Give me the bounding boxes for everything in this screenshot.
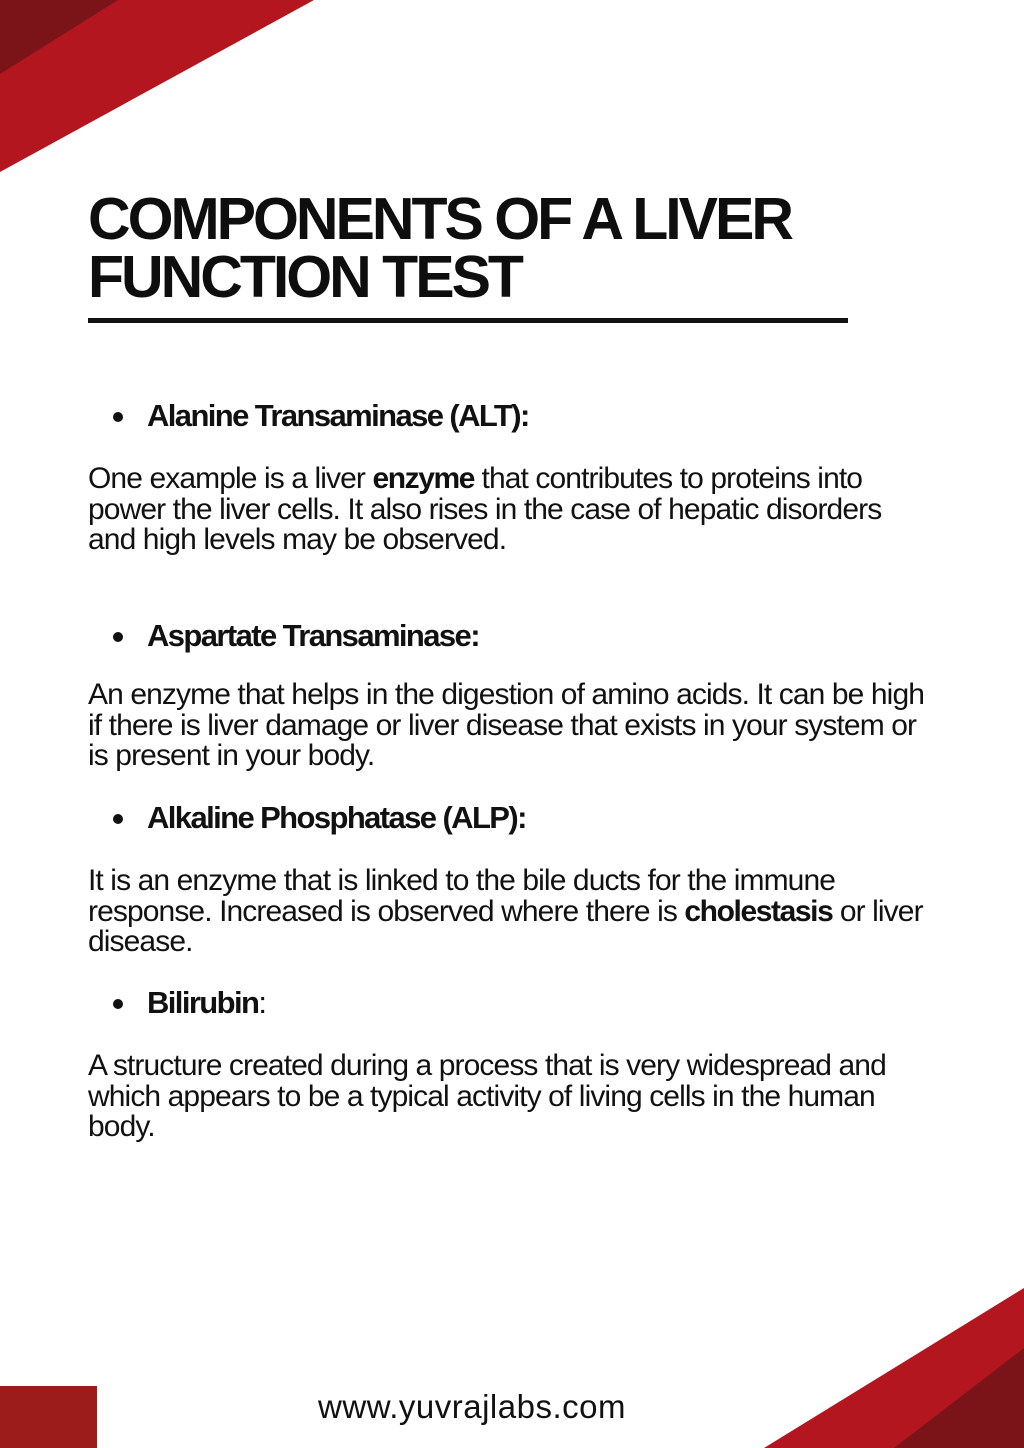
- item-heading-alp: [147, 800, 526, 836]
- title-underline: [88, 318, 848, 323]
- footer-website-url: www.yuvrajlabs.com: [318, 1388, 626, 1425]
- body-text: that contributes to proteins into power the liver cells. It also rises in the case of hepatic disorders and high levels may be observed.: [88, 462, 882, 556]
- bullet-icon: [113, 412, 123, 422]
- body-text: One example is a liver: [88, 462, 373, 495]
- item-heading-text: Aspartate Transaminase:: [147, 618, 479, 653]
- item-heading-bilirubin: [147, 985, 267, 1021]
- item-body-ast: [88, 680, 928, 772]
- item-heading-ast: [147, 618, 479, 654]
- item-heading-text: Alkaline Phosphatase (ALP):: [147, 800, 526, 835]
- body-bold-term: enzyme: [372, 462, 475, 495]
- body-text: A structure created during a process that is very widespread and which appears to be a typical activity of living cells in the human body.: [88, 1049, 886, 1143]
- body-bold-term: cholestasis: [684, 894, 833, 928]
- bullet-icon: [113, 632, 123, 642]
- item-body-bilirubin: [88, 1051, 928, 1143]
- page-title: COMPONENTS OF A LIVER FUNCTION TEST: [88, 186, 791, 310]
- bullet-icon: [113, 814, 123, 824]
- item-heading-alt: [147, 398, 529, 434]
- body-text: An enzyme that helps in the digestion of amino acids. It can be high if there is liver damage or liver disease that exists in your system or is present in your body.: [88, 678, 925, 772]
- item-body-alt: [88, 464, 928, 556]
- top-left-corner-decoration: [0, 0, 320, 180]
- body-text: or liver disease.: [88, 894, 923, 958]
- item-heading-suffix: :: [258, 985, 267, 1020]
- item-body-alp: [88, 866, 928, 958]
- body-text: It is an enzyme that is linked to the bile ducts for the immune response. Increased is observed where there is: [88, 864, 836, 928]
- top-corner-shape-red: [0, 0, 314, 172]
- bullet-icon: [113, 999, 123, 1009]
- item-heading-text: Bilirubin: [147, 985, 259, 1020]
- item-heading-text: Alanine Transaminase (ALT):: [147, 398, 529, 433]
- top-corner-shape-dark: [0, 0, 118, 74]
